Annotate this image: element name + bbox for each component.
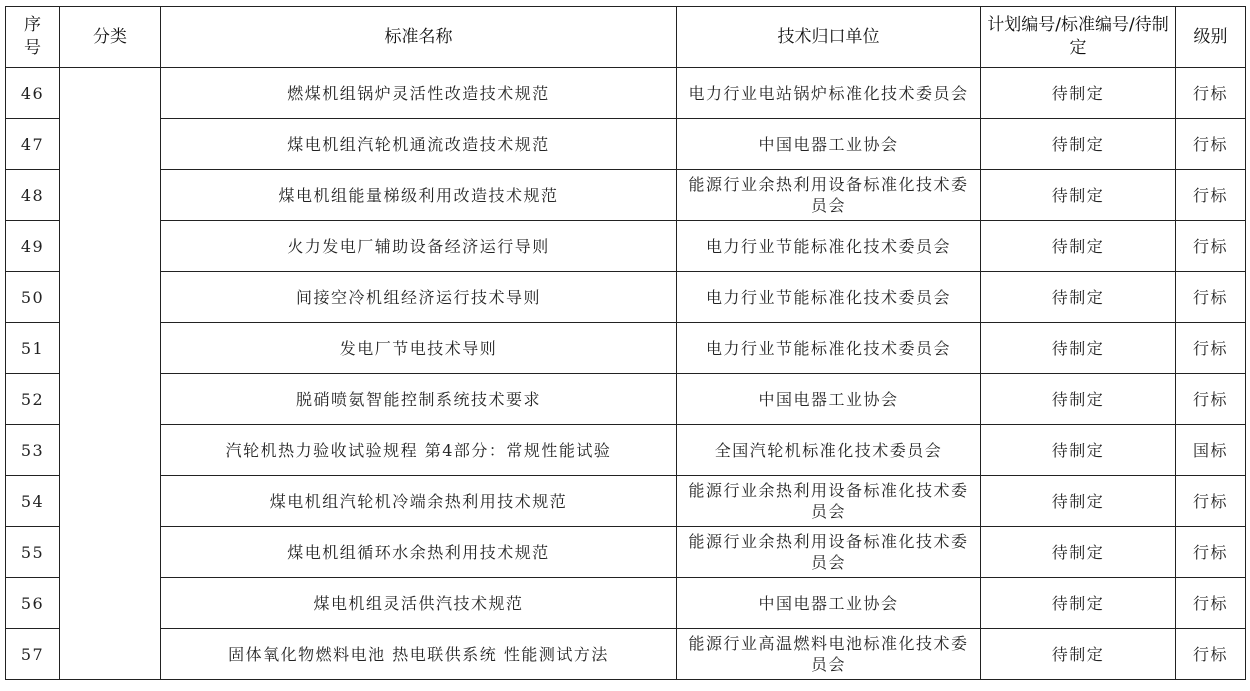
cell-level: 行标 xyxy=(1176,221,1246,272)
cell-level: 行标 xyxy=(1176,68,1246,119)
cell-name: 汽轮机热力验收试验规程 第4部分：常规性能试验 xyxy=(161,425,677,476)
table-row xyxy=(6,425,1246,476)
cell-seq: 48 xyxy=(6,170,60,221)
cell-unit: 能源行业高温燃料电池标准化技术委员会 xyxy=(677,629,981,680)
table-body xyxy=(6,68,1246,680)
cell-level: 行标 xyxy=(1176,629,1246,680)
standards-table xyxy=(5,6,1246,680)
cell-name: 脱硝喷氨智能控制系统技术要求 xyxy=(161,374,677,425)
cell-name: 煤电机组汽轮机冷端余热利用技术规范 xyxy=(161,476,677,527)
header-level: 级别 xyxy=(1176,7,1246,68)
cell-level: 国标 xyxy=(1176,425,1246,476)
cell-category xyxy=(60,68,161,680)
cell-name: 间接空冷机组经济运行技术导则 xyxy=(161,272,677,323)
cell-seq: 54 xyxy=(6,476,60,527)
cell-unit: 全国汽轮机标准化技术委员会 xyxy=(677,425,981,476)
cell-code: 待制定 xyxy=(981,323,1176,374)
cell-unit: 中国电器工业协会 xyxy=(677,578,981,629)
cell-unit: 中国电器工业协会 xyxy=(677,374,981,425)
cell-level: 行标 xyxy=(1176,272,1246,323)
cell-seq: 52 xyxy=(6,374,60,425)
cell-level: 行标 xyxy=(1176,527,1246,578)
cell-code: 待制定 xyxy=(981,578,1176,629)
table-row xyxy=(6,170,1246,221)
cell-seq: 53 xyxy=(6,425,60,476)
cell-unit: 电力行业电站锅炉标准化技术委员会 xyxy=(677,68,981,119)
cell-code: 待制定 xyxy=(981,272,1176,323)
cell-seq: 50 xyxy=(6,272,60,323)
table-row xyxy=(6,272,1246,323)
cell-unit: 能源行业余热利用设备标准化技术委员会 xyxy=(677,527,981,578)
cell-name: 发电厂节电技术导则 xyxy=(161,323,677,374)
header-seq: 序号 xyxy=(6,7,60,68)
header-unit: 技术归口单位 xyxy=(677,7,981,68)
table-row xyxy=(6,476,1246,527)
table-row xyxy=(6,119,1246,170)
cell-unit: 能源行业余热利用设备标准化技术委员会 xyxy=(677,476,981,527)
header-row xyxy=(6,7,1246,68)
cell-level: 行标 xyxy=(1176,170,1246,221)
cell-seq: 46 xyxy=(6,68,60,119)
cell-seq: 56 xyxy=(6,578,60,629)
cell-seq: 49 xyxy=(6,221,60,272)
table-row xyxy=(6,629,1246,680)
header-name: 标准名称 xyxy=(161,7,677,68)
cell-level: 行标 xyxy=(1176,119,1246,170)
header-category: 分类 xyxy=(60,7,161,68)
cell-unit: 中国电器工业协会 xyxy=(677,119,981,170)
cell-level: 行标 xyxy=(1176,323,1246,374)
cell-level: 行标 xyxy=(1176,374,1246,425)
cell-seq: 51 xyxy=(6,323,60,374)
cell-level: 行标 xyxy=(1176,476,1246,527)
cell-code: 待制定 xyxy=(981,425,1176,476)
cell-code: 待制定 xyxy=(981,374,1176,425)
cell-code: 待制定 xyxy=(981,527,1176,578)
cell-unit: 电力行业节能标准化技术委员会 xyxy=(677,221,981,272)
cell-code: 待制定 xyxy=(981,68,1176,119)
cell-seq: 57 xyxy=(6,629,60,680)
table-row xyxy=(6,221,1246,272)
cell-code: 待制定 xyxy=(981,476,1176,527)
table-row xyxy=(6,578,1246,629)
cell-name: 固体氧化物燃料电池 热电联供系统 性能测试方法 xyxy=(161,629,677,680)
cell-unit: 电力行业节能标准化技术委员会 xyxy=(677,272,981,323)
cell-level: 行标 xyxy=(1176,578,1246,629)
cell-code: 待制定 xyxy=(981,119,1176,170)
cell-name: 煤电机组能量梯级利用改造技术规范 xyxy=(161,170,677,221)
cell-code: 待制定 xyxy=(981,170,1176,221)
cell-code: 待制定 xyxy=(981,629,1176,680)
cell-seq: 55 xyxy=(6,527,60,578)
table-row xyxy=(6,527,1246,578)
cell-name: 燃煤机组锅炉灵活性改造技术规范 xyxy=(161,68,677,119)
cell-name: 煤电机组循环水余热利用技术规范 xyxy=(161,527,677,578)
table-row xyxy=(6,374,1246,425)
cell-name: 火力发电厂辅助设备经济运行导则 xyxy=(161,221,677,272)
table-row xyxy=(6,68,1246,119)
cell-unit: 电力行业节能标准化技术委员会 xyxy=(677,323,981,374)
cell-seq: 47 xyxy=(6,119,60,170)
table-row xyxy=(6,323,1246,374)
header-code: 计划编号/标准编号/待制定 xyxy=(981,7,1176,68)
cell-name: 煤电机组灵活供汽技术规范 xyxy=(161,578,677,629)
cell-unit: 能源行业余热利用设备标准化技术委员会 xyxy=(677,170,981,221)
cell-name: 煤电机组汽轮机通流改造技术规范 xyxy=(161,119,677,170)
cell-code: 待制定 xyxy=(981,221,1176,272)
